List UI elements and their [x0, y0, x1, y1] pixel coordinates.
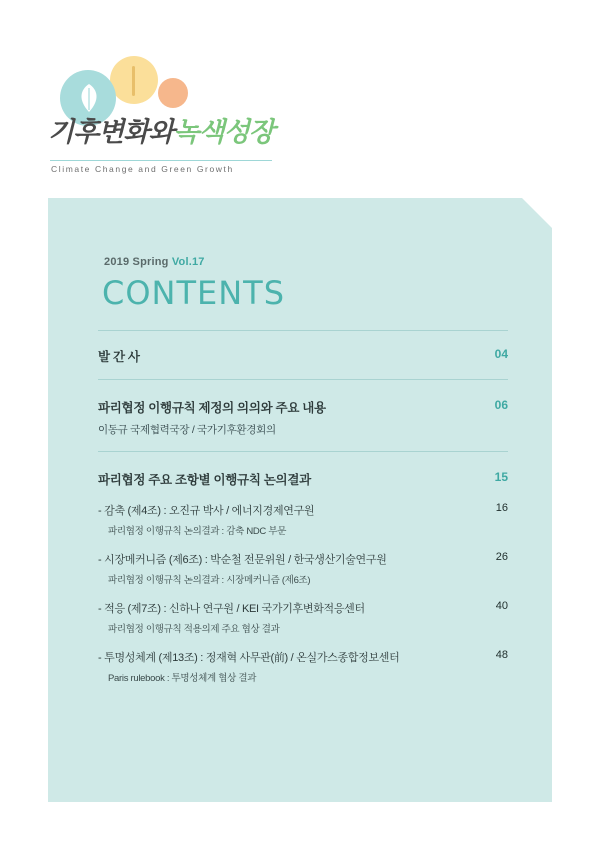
toc-entry[interactable]: [98, 380, 508, 451]
toc-subentry[interactable]: [98, 551, 508, 586]
toc-entry[interactable]: [98, 452, 508, 488]
toc-subentry[interactable]: [98, 502, 508, 537]
logo-korean-dark: 기후변화와: [48, 117, 174, 148]
table-of-contents: [98, 330, 508, 684]
toc-subentry-label: - 감축 (제4조) : 오진규 박사 / 에너지경제연구원: [98, 505, 315, 517]
toc-entry[interactable]: [98, 331, 508, 379]
logo-korean-wordmark: [48, 110, 278, 160]
toc-subentry-page: 16: [495, 502, 508, 514]
logo-stem-icon: [132, 66, 135, 96]
toc-group: [98, 379, 508, 451]
toc-subentry-label: - 투명성체계 (제13조) : 정재혁 사무관(前) / 온실가스종합정보센터: [98, 652, 400, 664]
contents-panel: [48, 198, 552, 802]
toc-subentry-note: 파리협정 이행규칙 논의결과 : 감축 NDC 부문: [108, 526, 287, 537]
toc-entry-title: 파리협정 주요 조항별 이행규칙 논의결과: [98, 473, 311, 487]
toc-entry-page: 04: [494, 347, 508, 361]
logo-orange-circle-icon: [158, 78, 188, 108]
logo-korean-green: 녹색성장: [173, 117, 274, 148]
toc-subentry-note: 파리협정 이행규칙 적용의제 주요 협상 결과: [108, 624, 280, 635]
logo-divider: [50, 160, 272, 161]
toc-entry-page: 06: [494, 398, 508, 412]
logo-english-subtitle: Climate Change and Green Growth: [51, 164, 234, 174]
toc-group: [98, 451, 508, 684]
toc-subentry-label: - 시장메커니즘 (제6조) : 박순철 전문위원 / 한국생산기술연구원: [98, 554, 387, 566]
toc-subentry-page: 40: [495, 600, 508, 612]
toc-subentry-note: 파리협정 이행규칙 논의결과 : 시장메커니즘 (제6조): [108, 575, 311, 586]
toc-subentry-note: Paris rulebook : 투명성체계 협상 결과: [108, 673, 257, 684]
issue-season: 2019 Spring: [104, 256, 172, 268]
toc-subentry-page: 26: [495, 551, 508, 563]
toc-entry-title: 발 간 사: [98, 350, 140, 364]
issue-volume: Vol.17: [171, 256, 205, 268]
toc-entry-page: 15: [494, 470, 508, 484]
panel-corner-notch: [522, 198, 552, 228]
toc-subentry-page: 48: [495, 649, 508, 661]
toc-group: [98, 330, 508, 379]
issue-line: [104, 256, 205, 268]
toc-entry-author: 이동규 국제협력국장 / 국가기후환경회의: [98, 424, 276, 436]
toc-subentry[interactable]: [98, 600, 508, 635]
toc-subentry[interactable]: [98, 649, 508, 684]
publication-logo: [48, 48, 278, 188]
page-title: CONTENTS: [102, 274, 286, 312]
toc-entry-title: 파리협정 이행규칙 제정의 의의와 주요 내용: [98, 401, 326, 415]
toc-subentry-label: - 적응 (제7조) : 신하나 연구원 / KEI 국가기후변화적응센터: [98, 603, 365, 615]
